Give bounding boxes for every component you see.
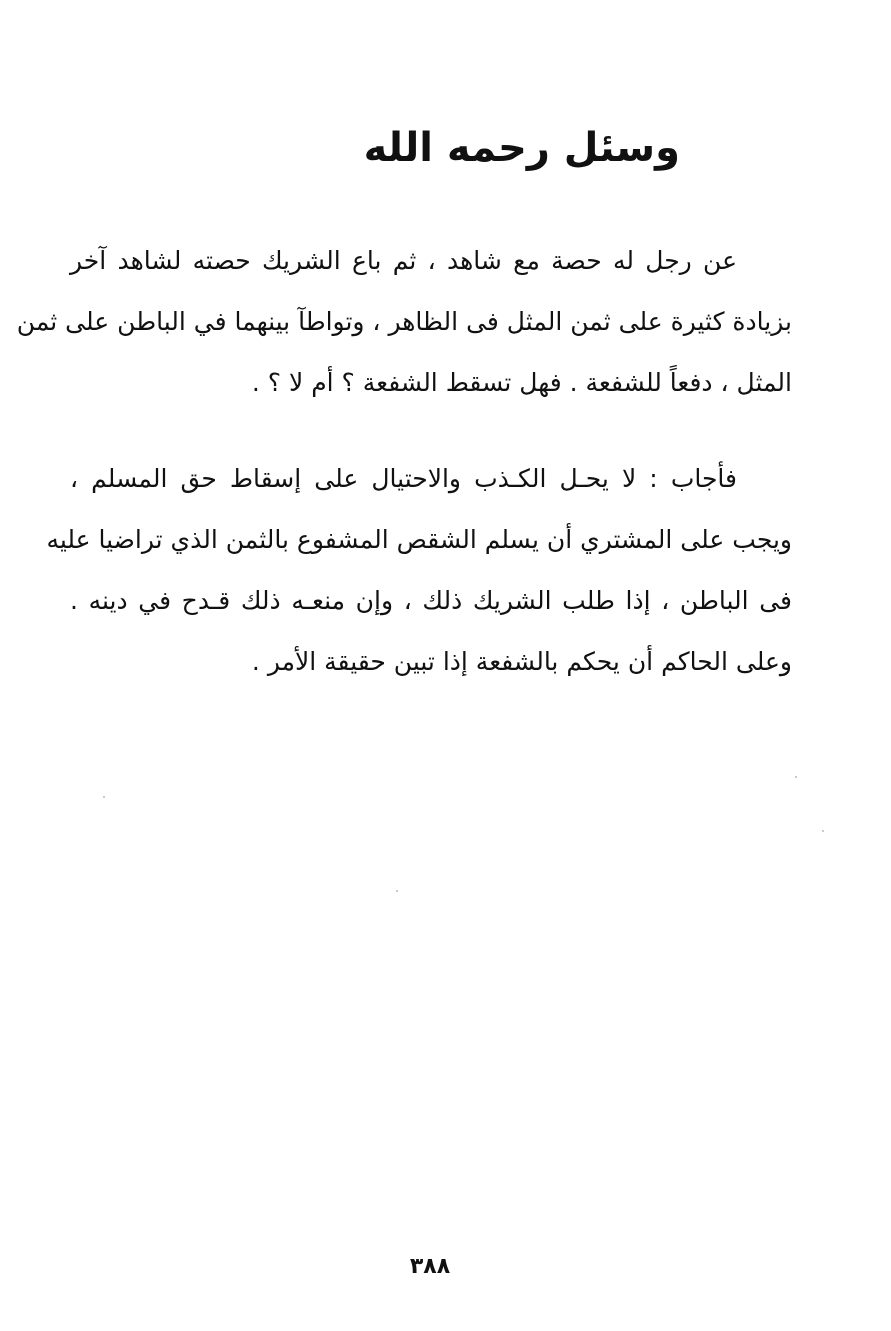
scan-speck (396, 890, 398, 892)
question-line: المثل ، دفعاً للشفعة . فهل تسقط الشفعة ؟ أم لا ؟ . (251, 368, 792, 397)
question-paragraph (16, 230, 792, 413)
section-heading: وسئل رحمه الله (363, 125, 680, 171)
answer-line: فى الباطن ، إذا طلب الشريك ذلك ، وإن منعـه ذلك قـدح في دينه . (70, 586, 792, 615)
answer-line: وعلى الحاكم أن يحكم بالشفعة إذا تبين حقيقة الأمر . (251, 647, 792, 676)
scan-speck (822, 830, 824, 832)
answer-line: فأجاب : لا يحـل الكـذب والاحتيال على إسقاط حق المسلم ، (70, 464, 737, 493)
page-number: ٣٨٨ (409, 1254, 451, 1279)
scan-speck (795, 776, 797, 778)
question-line: عن رجل له حصة مع شاهد ، ثم باع الشريك حصته لشاهد آخر (70, 246, 737, 275)
scan-speck (103, 796, 105, 798)
answer-line: ويجب على المشتري أن يسلم الشقص المشفوع بالثمن الذي تراضيا عليه (46, 525, 792, 554)
answer-paragraph (46, 448, 792, 692)
question-line: بزيادة كثيرة على ثمن المثل فى الظاهر ، وتواطآ بينهما في الباطن على ثمن (16, 307, 792, 336)
